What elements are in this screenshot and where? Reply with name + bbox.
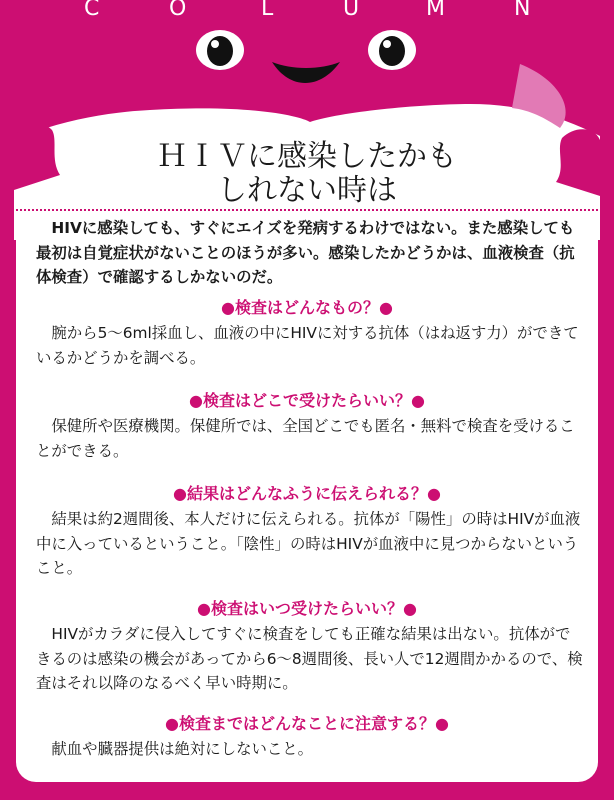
- intro-paragraph: HIVに感染しても、すぐにエイズを発病するわけではない。また感染しても最初は自覚症状がないことのほうが多い。感染したかどうかは、血液検査（抗体検査）で確認するしかないのだ。: [36, 219, 575, 286]
- answer-3-text: 結果は約2週間後、本人だけに伝えられる。抗体が「陽性」の時はHIVが血液中に入っているということ。「陰性」の時はHIVが血液中に見つからないということ。: [36, 510, 581, 577]
- answer-5-text: 献血や臓器提供は絶対にしないこと。: [51, 740, 314, 758]
- question-2-heading: ●検査はどこで受けたらいい？●: [189, 391, 425, 410]
- banner-letter-u: U: [343, 0, 360, 21]
- banner-letter-m: M: [426, 0, 445, 21]
- right-eye: [368, 30, 416, 70]
- answer-4-text: HIVがカラダに侵入してすぐに検査をしても正確な結果は出ない。抗体ができるのは感染の機会があってから6〜8週間後、長い人で12週間かかるので、検査はそれ以降のなるべく早い時期に。: [36, 625, 583, 692]
- smile-mouth: [272, 62, 340, 83]
- left-eye: [196, 30, 244, 70]
- banner-letter-n: N: [514, 0, 531, 21]
- banner-letter-c: C: [84, 0, 100, 21]
- title-line-1: ＨＩＶに感染したかも: [157, 139, 457, 174]
- question-3-heading: ●結果はどんなふうに伝えられる？●: [173, 484, 441, 503]
- banner-letter-o: O: [169, 0, 187, 21]
- banner-letter-l: L: [261, 0, 274, 21]
- question-1-heading: ●検査はどんなもの？●: [221, 298, 393, 317]
- question-4-heading: ●検査はいつ受けたらいい？●: [197, 599, 417, 618]
- title-line-2: しれない時は: [217, 173, 397, 208]
- answer-1-text: 腕から5〜6ml採血し、血液の中にHIVに対する抗体（はね返す力）ができているかどうかを調べる。: [36, 324, 579, 367]
- answer-2-text: 保健所や医療機関。保健所では、全国どこでも匿名・無料で検査を受けることができる。: [36, 417, 575, 460]
- title-divider: [16, 209, 598, 211]
- question-5-heading: ●検査まではどんなことに注意する？●: [165, 714, 449, 733]
